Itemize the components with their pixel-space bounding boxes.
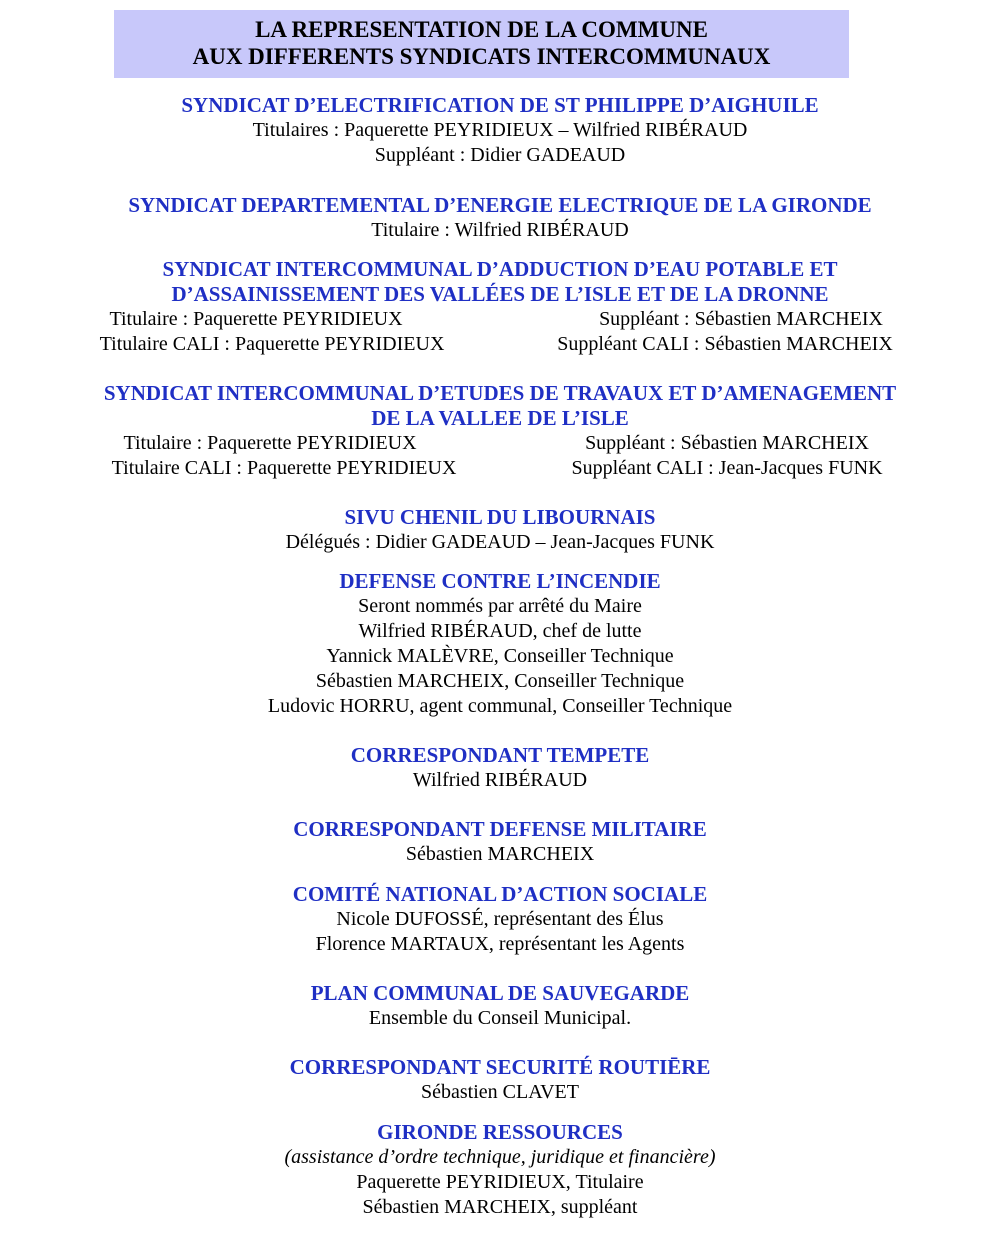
section-line: Nicole DUFOSSÉ, représentant des Élus [336,908,664,930]
section-title: SYNDICAT INTERCOMMUNAL D’ETUDES DE TRAVAUX ET D’AMENAGEMENT [103,381,897,405]
section-title: D’ASSAINISSEMENT DES VALLÉES DE L’ISLE ET DE LA DRONNE [171,282,829,306]
section-title: SYNDICAT DEPARTEMENTAL D’ENERGIE ELECTRIQUE DE LA GIRONDE [128,193,872,217]
section-electrification [0,93,1000,168]
section-line: Sébastien CLAVET [421,1081,579,1103]
section-title: CORRESPONDANT DEFENSE MILITAIRE [293,817,707,841]
section-line: Yannick MALÈVRE, Conseiller Technique [326,645,674,667]
section-line: Titulaires : Paquerette PEYRIDIEUX – Wilfried RIBÉRAUD [252,119,748,141]
suppleant: Suppléant : Sébastien MARCHEIX [585,432,869,454]
titulaire: Titulaire CALI : Paquerette PEYRIDIEUX [99,333,445,355]
section-line: Seront nommés par arrêté du Maire [358,595,642,617]
members-row [0,307,1000,332]
section-title: SYNDICAT INTERCOMMUNAL D’ADDUCTION D’EAU POTABLE ET [162,257,838,281]
section-title: COMITÉ NATIONAL D’ACTION SOCIALE [292,882,708,906]
section-title: GIRONDE RESSOURCES [377,1120,623,1144]
section-title: DEFENSE CONTRE L’INCENDIE [339,569,661,593]
members-row [0,431,1000,456]
section-line: Wilfried RIBÉRAUD [412,769,588,791]
suppleant: Suppléant CALI : Sébastien MARCHEIX [557,333,893,355]
section-line: Florence MARTAUX, représentant les Agents [315,933,685,955]
members-row [0,456,1000,481]
members-row [0,332,1000,357]
section-line: Wilfried RIBÉRAUD, chef de lutte [358,620,642,642]
section-energie-gironde [0,193,1000,243]
section-gironde-ressources [0,1120,1000,1220]
section-title: SYNDICAT D’ELECTRIFICATION DE ST PHILIPPE D’AIGHUILE [181,93,819,117]
section-line: Titulaire : Wilfried RIBÉRAUD [371,219,629,241]
titulaire: Titulaire CALI : Paquerette PEYRIDIEUX [111,457,457,479]
section-title: DE LA VALLEE DE L’ISLE [371,406,629,430]
section-line: Paquerette PEYRIDIEUX, Titulaire [356,1171,644,1193]
section-correspondant-tempete [0,743,1000,793]
section-sivu-chenil [0,505,1000,555]
document-header [114,10,849,78]
section-line: Sébastien MARCHEIX [405,843,595,865]
section-line: Délégués : Didier GADEAUD – Jean-Jacques FUNK [285,531,715,553]
section-line: Sébastien MARCHEIX, Conseiller Technique [315,670,685,692]
section-line: Suppléant : Didier GADEAUD [374,144,626,166]
section-title: CORRESPONDANT TEMPETE [350,743,650,767]
header-line-2: AUX DIFFERENTS SYNDICATS INTERCOMMUNAUX [192,44,771,69]
section-line: Ludovic HORRU, agent communal, Conseiller Technique [267,695,733,717]
section-title: CORRESPONDANT SECURITÉ ROUTIĒRE [289,1055,711,1079]
suppleant: Suppléant : Sébastien MARCHEIX [599,308,883,330]
header-line-1: LA REPRESENTATION DE LA COMMUNE [255,17,708,42]
section-line: Ensemble du Conseil Municipal. [368,1007,632,1029]
suppleant: Suppléant CALI : Jean-Jacques FUNK [571,457,883,479]
titulaire: Titulaire : Paquerette PEYRIDIEUX [123,432,417,454]
section-title: PLAN COMMUNAL DE SAUVEGARDE [310,981,690,1005]
section-amenagement-isle [0,381,1000,481]
section-defense-incendie [0,569,1000,719]
section-eau-potable [0,257,1000,357]
section-action-sociale [0,882,1000,957]
section-securite-routiere [0,1055,1000,1105]
titulaire: Titulaire : Paquerette PEYRIDIEUX [109,308,403,330]
section-defense-militaire [0,817,1000,867]
section-title: SIVU CHENIL DU LIBOURNAIS [344,505,656,529]
section-line: Sébastien MARCHEIX, suppléant [362,1196,638,1218]
section-plan-sauvegarde [0,981,1000,1031]
section-subtitle: (assistance d’ordre technique, juridique et financière) [284,1146,716,1168]
